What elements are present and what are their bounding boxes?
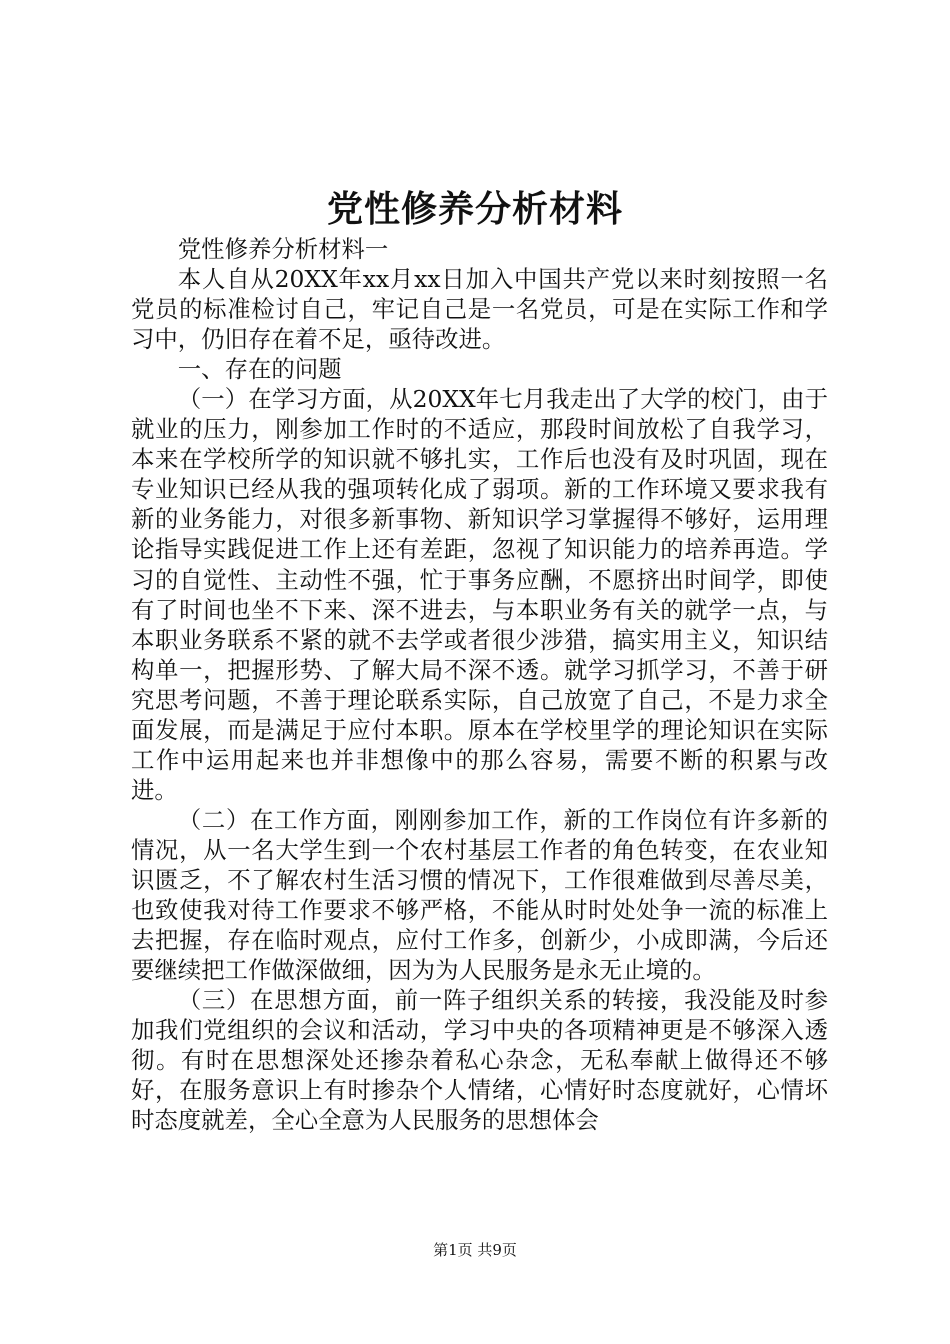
document-body bbox=[131, 234, 828, 1135]
document-title: 党性修养分析材料 bbox=[326, 188, 623, 230]
intro-paragraph: 本人自从20XX年xx月xx日加入中国共产党以来时刻按照一名党员的标准检讨自己，牢记自己是一名党员，可是在实际工作和学习中，仍旧存在着不足，亟待改进。 bbox=[131, 265, 828, 354]
section-heading: 党性修养分析材料一 bbox=[177, 235, 389, 263]
page-number: 第1页 共9页 bbox=[433, 1241, 517, 1259]
problems-heading: 一、存在的问题 bbox=[177, 355, 342, 384]
study-paragraph: （一）在学习方面，从20XX年七月我走出了大学的校门，由于就业的压力，刚参加工作时的不适应，那段时间放松了自我学习，本来在学校所学的知识就不够扎实，工作后也没有及时巩固，现在专业知识已经从我的强项转化成了弱项。新的工作环境又要求我有新的业务能力，对很多新事物、新知识学习掌握得不够好，运用理论指导实践促进工作上还有差距，忽视了知识能力的培养再造。学习的自觉性、主动性不强，忙于事务应酬，不愿挤出时间学，即使有了时间也坐不下来、深不进去，与本职业务有关的就学一点，与本职业务联系不紧的就不去学或者很少涉猎，搞实用主义，知识结构单一，把握形势、了解大局不深不透。就学习抓学习，不善于研究思考问题，不善于理论联系实际，自己放宽了自己，不是力求全面发展，而是满足于应付本职。原本在学校里学的理论知识在实际工作中运用起来也并非想像中的那么容易，需要不断的积累与改进。 bbox=[131, 385, 828, 804]
thought-paragraph: （三）在思想方面，前一阵子组织关系的转接，我没能及时参加我们党组织的会议和活动，学习中央的各项精神更是不够深入透彻。有时在思想深处还掺杂着私心杂念，无私奉献上做得还不够好，在服务意识上有时掺杂个人情绪，心情好时态度就好，心情坏时态度就差，全心全意为人民服务的思想体会 bbox=[131, 986, 828, 1135]
work-paragraph: （二）在工作方面，刚刚参加工作，新的工作岗位有许多新的情况，从一名大学生到一个农村基层工作者的角色转变，在农业知识匮乏，不了解农村生活习惯的情况下，工作很难做到尽善尽美，也致使我对待工作要求不够严格，不能从时时处处争一流的标准上去把握，存在临时观点，应付工作多，创新少，小成即满，今后还要继续把工作做深做细，因为为人民服务是永无止境的。 bbox=[131, 805, 828, 985]
